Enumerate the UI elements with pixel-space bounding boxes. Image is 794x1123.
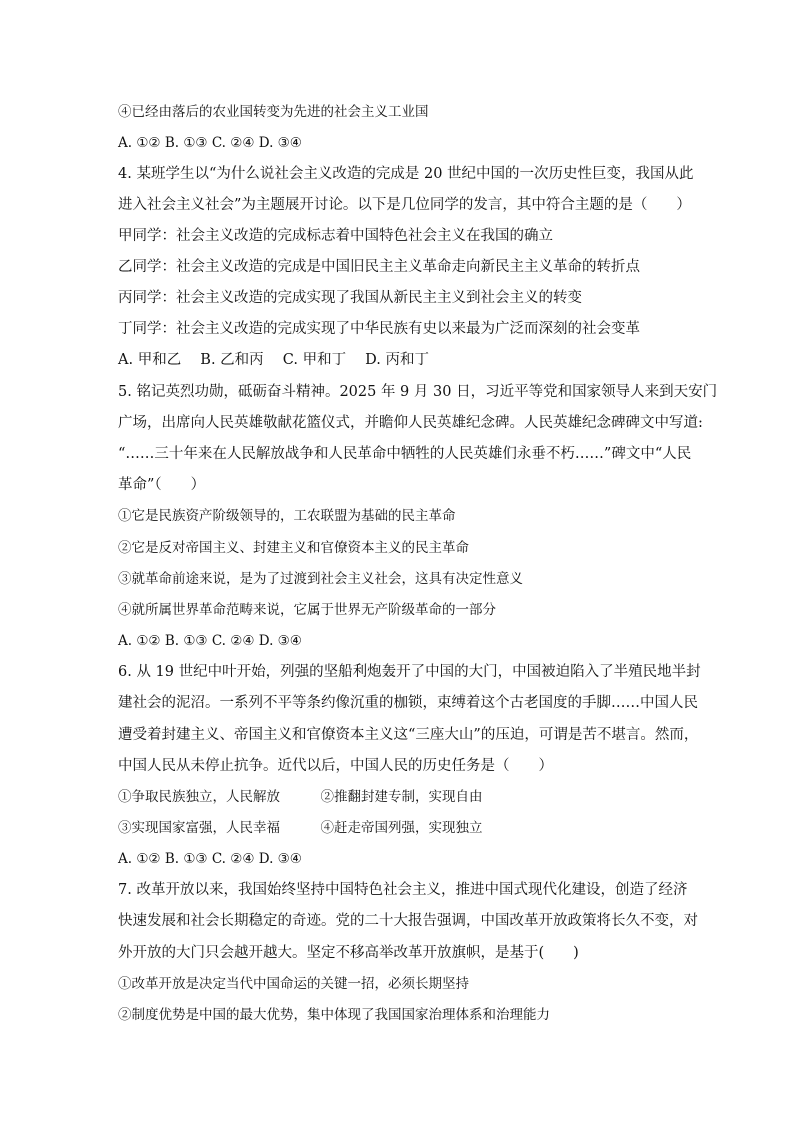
question-7-text: 外开放的大门只会越开越大。坚定不移高举改革开放旗帜，是基于( )	[118, 945, 579, 961]
question-6-text: 中国人民从未停止抗争。近代以后，中国人民的历史任务是（ ）	[118, 758, 553, 774]
question-5-text: “……三十年来在人民解放战争和人民革命中牺牲的人民英雄们永垂不朽……”碑文中“人民	[118, 446, 692, 462]
option-line: ③实现国家富强，人民幸福 ④赶走帝国列强，实现独立	[118, 820, 483, 836]
question-7-text: 快速发展和社会长期稳定的奇迹。党的二十大报告强调，中国改革开放政策将长久不变，对	[118, 913, 698, 929]
question-5-text: 广场，出席向人民英雄敬献花篮仪式，并瞻仰人民英雄纪念碑。人民英雄纪念碑碑文中写道:	[118, 415, 703, 431]
question-5-text: 革命”（ ）	[118, 477, 206, 493]
statement-line: 甲同学：社会主义改造的完成标志着中国特色社会主义在我国的确立	[118, 228, 553, 244]
question-4-text: 4. 某班学生以“为什么说社会主义改造的完成是 20 世纪中国的一次历史性巨变，我国从此	[118, 166, 694, 182]
question-6-text: 遭受着封建主义、帝国主义和官僚资本主义这“三座大山”的压迫，可谓是苦不堪言。然而，	[118, 727, 699, 743]
option-line: ①改革开放是决定当代中国命运的关键一招，必须长期坚持	[118, 976, 469, 992]
option-line: ③就革命前途来说，是为了过渡到社会主义社会，这具有决定性意义	[118, 571, 523, 587]
option-line: ④已经由落后的农业国转变为先进的社会主义工业国	[118, 104, 429, 120]
statement-line: 丁同学：社会主义改造的完成实现了中华民族有史以来最为广泛而深刻的社会变革	[118, 321, 640, 337]
option-line: ②制度优势是中国的最大优势，集中体现了我国国家治理体系和治理能力	[118, 1007, 550, 1023]
option-line: ①争取民族独立，人民解放 ②推翻封建专制，实现自由	[118, 789, 483, 805]
answer-choices: A. ①② B. ①③ C. ②④ D. ③④	[118, 135, 302, 151]
answer-choices: A. ①② B. ①③ C. ②④ D. ③④	[118, 633, 302, 649]
answer-choices: A. 甲和乙 B. 乙和丙 C. 甲和丁 D. 丙和丁	[118, 352, 430, 368]
question-6-text: 6. 从 19 世纪中叶开始，列强的坚船利炮轰开了中国的大门，中国被迫陷入了半殖民地半封	[118, 664, 701, 680]
question-4-text: 进入社会主义社会”为主题展开讨论。以下是几位同学的发言，其中符合主题的是（ ）	[118, 197, 691, 213]
question-6-text: 建社会的泥沼。一系列不平等条约像沉重的枷锁，束缚着这个古老国度的手脚……中国人民	[118, 695, 698, 711]
statement-line: 乙同学：社会主义改造的完成是中国旧民主主义革命走向新民主主义革命的转折点	[118, 259, 640, 275]
option-line: ④就所属世界革命范畴来说，它属于世界无产阶级革命的一部分	[118, 602, 496, 618]
question-5-text: 5. 铭记英烈功勋，砥砺奋斗精神。2025 年 9 月 30 日，习近平等党和国家领导人来到天安门	[118, 384, 718, 400]
question-7-text: 7. 改革开放以来，我国始终坚持中国特色社会主义，推进中国式现代化建设，创造了经济	[118, 882, 688, 898]
option-line: ②它是反对帝国主义、封建主义和官僚资本主义的民主革命	[118, 540, 469, 556]
statement-line: 丙同学：社会主义改造的完成实现了我国从新民主主义到社会主义的转变	[118, 290, 582, 306]
option-line: ①它是民族资产阶级领导的，工农联盟为基础的民主革命	[118, 508, 456, 524]
answer-choices: A. ①② B. ①③ C. ②④ D. ③④	[118, 851, 302, 867]
